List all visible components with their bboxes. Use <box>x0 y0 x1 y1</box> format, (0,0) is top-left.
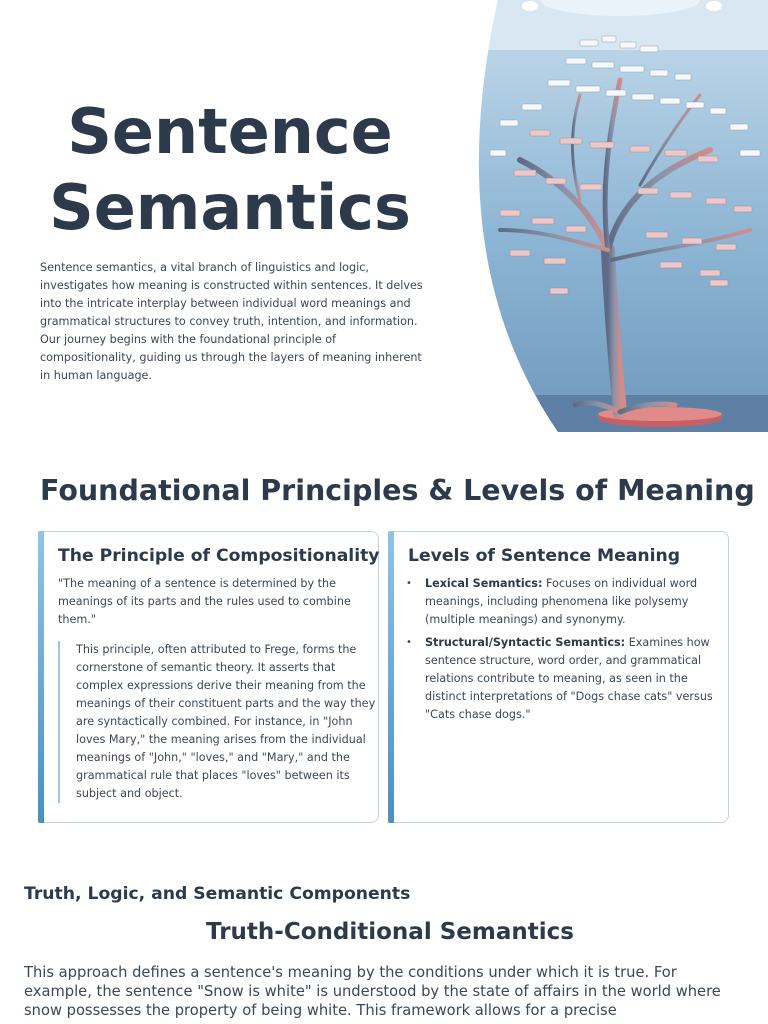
card-title: The Principle of Compositionality <box>58 546 380 566</box>
list-item <box>406 575 716 629</box>
list-item-term: Structural/Syntactic Semantics: <box>425 636 626 649</box>
levels-list <box>406 575 716 729</box>
title-line-1: Sentence <box>67 95 393 168</box>
truth-conditional-text: This approach defines a sentence's meaning by the conditions under which it is true. For example, the sentence "Snow is white" is understood by the state of affairs in the world where snow possesses the property of being white. This framework allows for a precise <box>24 964 721 1019</box>
list-item-text: Examines how sentence structure, word order, and grammatical relations contribute to meaning, as seen in the distinct interpretations of "Dogs chase cats" versus "Cats chase dogs." <box>425 636 713 721</box>
list-item <box>406 634 716 724</box>
compositionality-explanation: This principle, often attributed to Frege, forms the cornerstone of semantic theory. It asserts that complex expressions derive their meaning from the meanings of their constituent parts and the way they are syntactically combined. For instance, in "John loves Mary," the meaning arises from the individual meanings of "John," "loves," and "Mary," and the grammatical rule that places "loves" between its subject and object. <box>58 641 376 803</box>
list-item-term: Lexical Semantics: <box>425 577 543 590</box>
word-tree-illustration <box>470 0 768 432</box>
section-title: Foundational Principles & Levels of Meaning <box>40 474 755 507</box>
page-title <box>0 94 460 246</box>
list-item-text: Focuses on individual word meanings, including phenomena like polysemy (multiple meanings) and synonymy. <box>425 577 698 626</box>
title-line-2: Semantics <box>49 171 411 244</box>
truth-conditional-heading: Truth-Conditional Semantics <box>206 919 574 945</box>
compositionality-quote: "The meaning of a sentence is determined by the meanings of its parts and the rules used to combine them." <box>58 577 351 626</box>
intro-paragraph: Sentence semantics, a vital branch of linguistics and logic, investigates how meaning is constructed within sentences. It delves into the intricate interplay between individual word meanings and grammatical structures to convey truth, intention, and information. Our journey begins with the foundational principle of compositionality, guiding us through the layers of meaning inherent in human language. <box>40 261 423 382</box>
truth-section-heading: Truth, Logic, and Semantic Components <box>24 884 411 904</box>
card-title: Levels of Sentence Meaning <box>408 546 681 566</box>
